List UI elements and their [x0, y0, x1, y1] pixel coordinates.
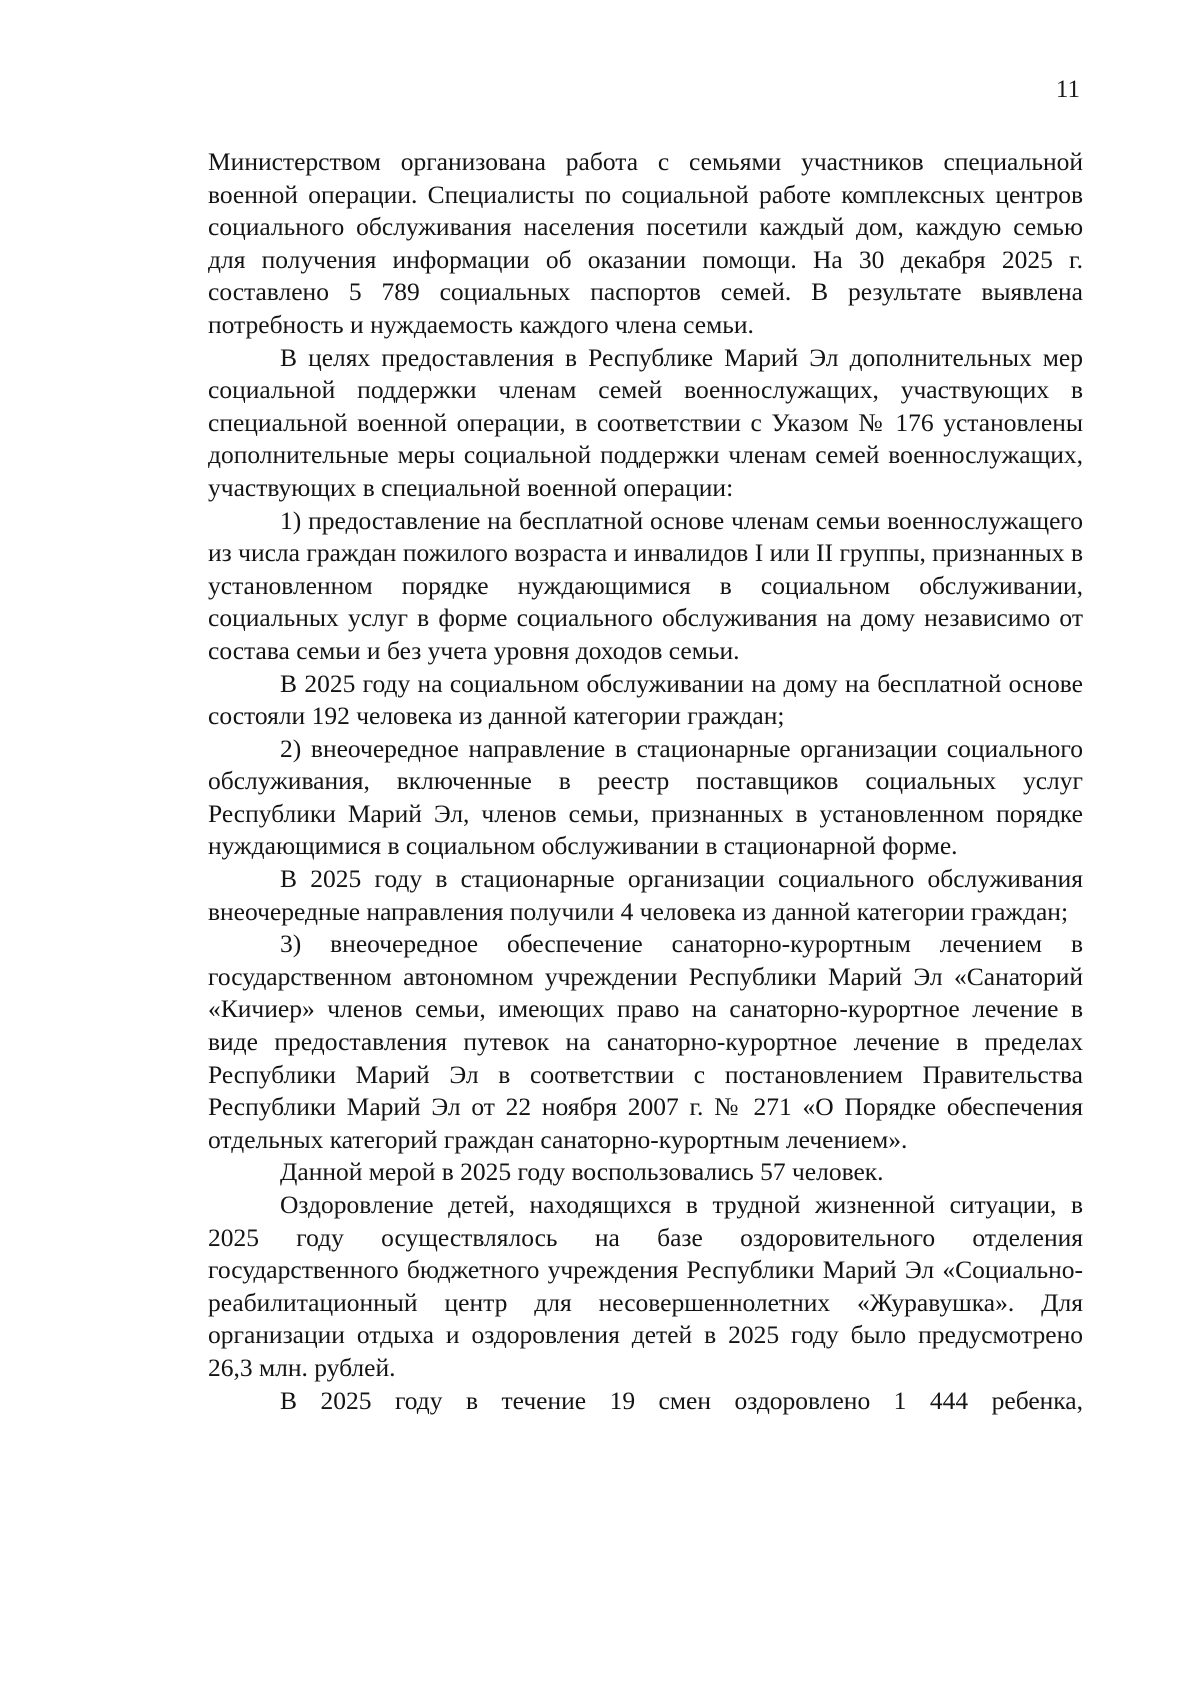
page-number: 11	[1055, 76, 1080, 103]
paragraph-item-2-inpatient: 2) внеочередное направление в стационарные организации социального обслуживания, включенные в реестр поставщиков социальных услуг Республики Марий Эл, членов семьи, признанных в установленном порядке нуждающимися в социальном обслуживании в стационарной форме.	[208, 733, 1083, 861]
paragraph-item-3-result: Данной мерой в 2025 году воспользовались 57 человек.	[280, 1157, 884, 1187]
paragraph-support-measures-intro: В целях предоставления в Республике Марий Эл дополнительных мер социальной поддержки членам семей военнослужащих, участвующих в специальной военной операции, в соответствии с Указом № 176 установлены дополнительные меры социальной поддержки членам семей военнослужащих, участвующих в специальной военной операции:	[208, 342, 1083, 502]
paragraph-item-3-sanatorium: 3) внеочередное обеспечение санаторно-курортным лечением в государственном автономном учреждении Республики Марий Эл «Санаторий «Кичиер» членов семьи, имеющих право на санаторно-курортное лечение в виде предоставления путевок на санаторно-курортное лечение в пределах Республики Марий Эл в соответствии с постановлением Правительства Республики Марий Эл от 22 ноября 2007 г. № 271 «О Порядке обеспечения отдельных категорий граждан санаторно-курортным лечением».	[208, 929, 1083, 1154]
paragraph-item-1-result: В 2025 году на социальном обслуживании на дому на бесплатной основе состояли 192 человека из данной категории граждан;	[208, 668, 1083, 731]
document-body	[208, 146, 1083, 1417]
paragraph-family-work: Министерством организована работа с семьями участников специальной военной операции. Специалисты по социальной работе комплексных центров социального обслуживания населения посетили каждый дом, каждую семью для получения информации об оказании помощи. На 30 декабря 2025 г. составлено 5 789 социальных паспортов семей. В результате выявлена потребность и нуждаемость каждого члена семьи.	[208, 147, 1083, 339]
paragraph-children-recovery: Оздоровление детей, находящихся в трудной жизненной ситуации, в 2025 году осуществлялось на базе оздоровительного отделения государственного бюджетного учреждения Республики Марий Эл «Социально-реабилитационный центр для несовершеннолетних «Журавушка». Для организации отдыха и оздоровления детей в 2025 году было предусмотрено 26,3 млн. рублей.	[208, 1190, 1083, 1382]
paragraph-item-1-home-services: 1) предоставление на бесплатной основе членам семьи военнослужащего из числа граждан пожилого возраста и инвалидов I или II группы, признанных в установленном порядке нуждающимися в социальном обслуживании, социальных услуг в форме социального обслуживания на дому независимо от состава семьи и без учета уровня доходов семьи.	[208, 505, 1083, 665]
paragraph-item-2-result: В 2025 году в стационарные организации социального обслуживания внеочередные направления получили 4 человека из данной категории граждан;	[208, 864, 1083, 926]
paragraph-children-shifts: В 2025 году в течение 19 смен оздоровлено 1 444 ребенка,	[280, 1385, 1083, 1415]
